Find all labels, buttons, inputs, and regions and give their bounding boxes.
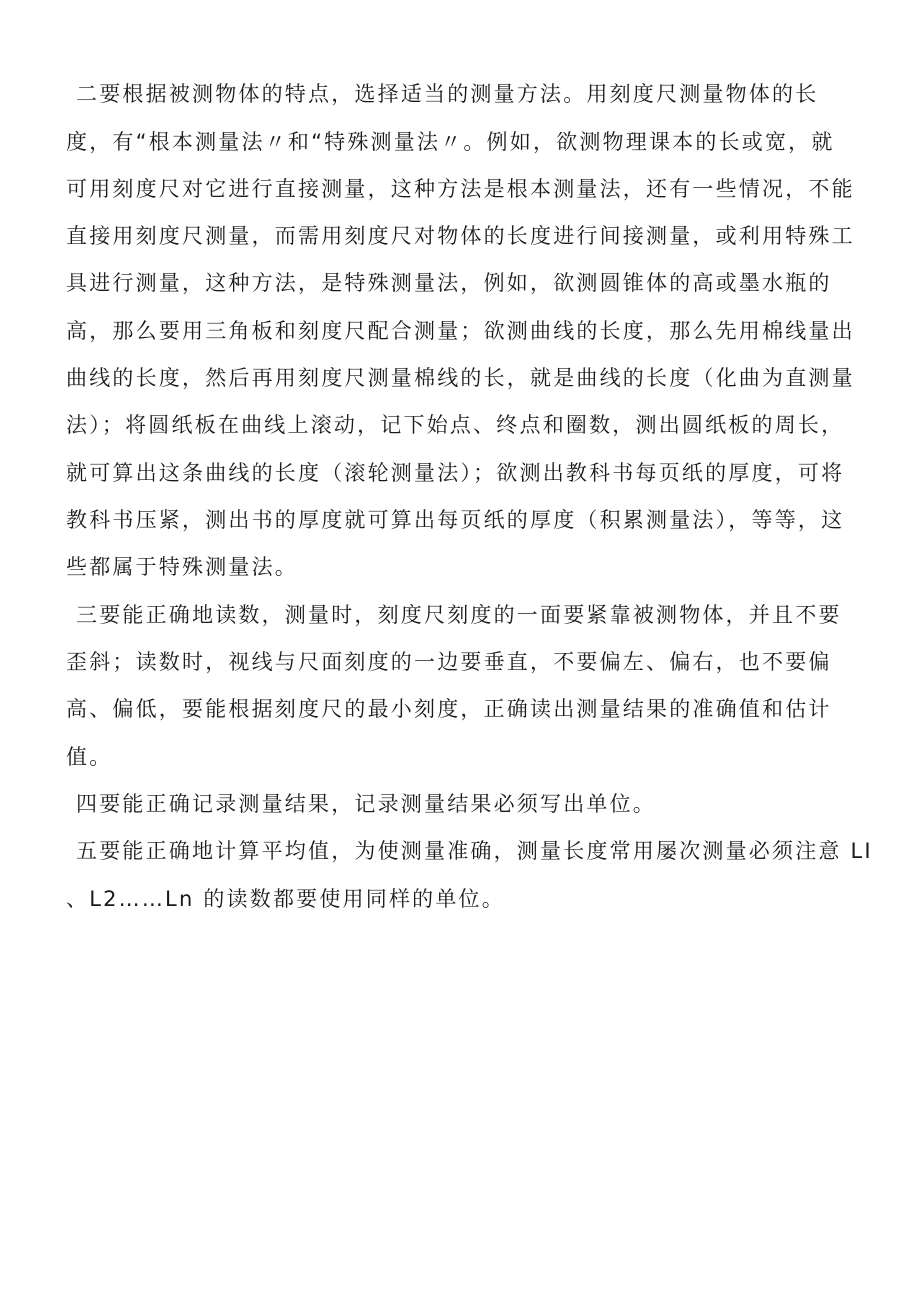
text-line: 法）；将圆纸板在曲线上滚动，记下始点、终点和圈数，测出圆纸板的周长， — [66, 413, 845, 437]
text-line: 三要能正确地读数，测量时，刻度尺刻度的一面要紧靠被测物体，并且不要 — [76, 603, 842, 627]
text-line: 四要能正确记录测量结果，记录测量结果必须写出单位。 — [76, 792, 656, 816]
text-line: 教科书压紧，测出书的厚度就可算出每页纸的厚度（积累测量法），等等，这 — [66, 508, 845, 532]
text-line: 高、偏低，要能根据刻度尺的最小刻度，正确读出测量结果的准确值和估计 — [66, 697, 832, 721]
text-line: 值。 — [66, 745, 113, 769]
text-line: 直接用刻度尺测量，而需用刻度尺对物体的长度进行间接测量，或利用特殊工 — [66, 224, 855, 248]
text-line: 歪斜；读数时，视线与尺面刻度的一边要垂直，不要偏左、偏右，也不要偏 — [66, 650, 832, 674]
text-line: 、L2……Ln 的读数都要使用同样的单位。 — [66, 887, 505, 911]
text-line: 具进行测量，这种方法，是特殊测量法，例如，欲测圆锥体的高或墨水瓶的 — [66, 271, 832, 295]
text-line: 曲线的长度，然后再用刻度尺测量棉线的长，就是曲线的长度（化曲为直测量 — [66, 366, 855, 390]
text-line: 度，有“根本测量法〃和“特殊测量法〃。例如，欲测物理课本的长或宽，就 — [66, 130, 835, 154]
text-line: 可用刻度尺对它进行直接测量，这种方法是根本测量法，还有一些情况，不能 — [66, 177, 855, 201]
text-line: 五要能正确地计算平均值，为使测量准确，测量长度常用屡次测量必须注意 LI — [76, 839, 873, 863]
text-line: 些都属于特殊测量法。 — [66, 555, 298, 579]
text-line: 二要根据被测物体的特点，选择适当的测量方法。用刻度尺测量物体的长 — [76, 82, 819, 106]
text-line: 就可算出这条曲线的长度（滚轮测量法）；欲测出教科书每页纸的厚度，可将 — [66, 461, 845, 485]
text-line: 高，那么要用三角板和刻度尺配合测量；欲测曲线的长度，那么先用棉线量出 — [66, 319, 855, 343]
